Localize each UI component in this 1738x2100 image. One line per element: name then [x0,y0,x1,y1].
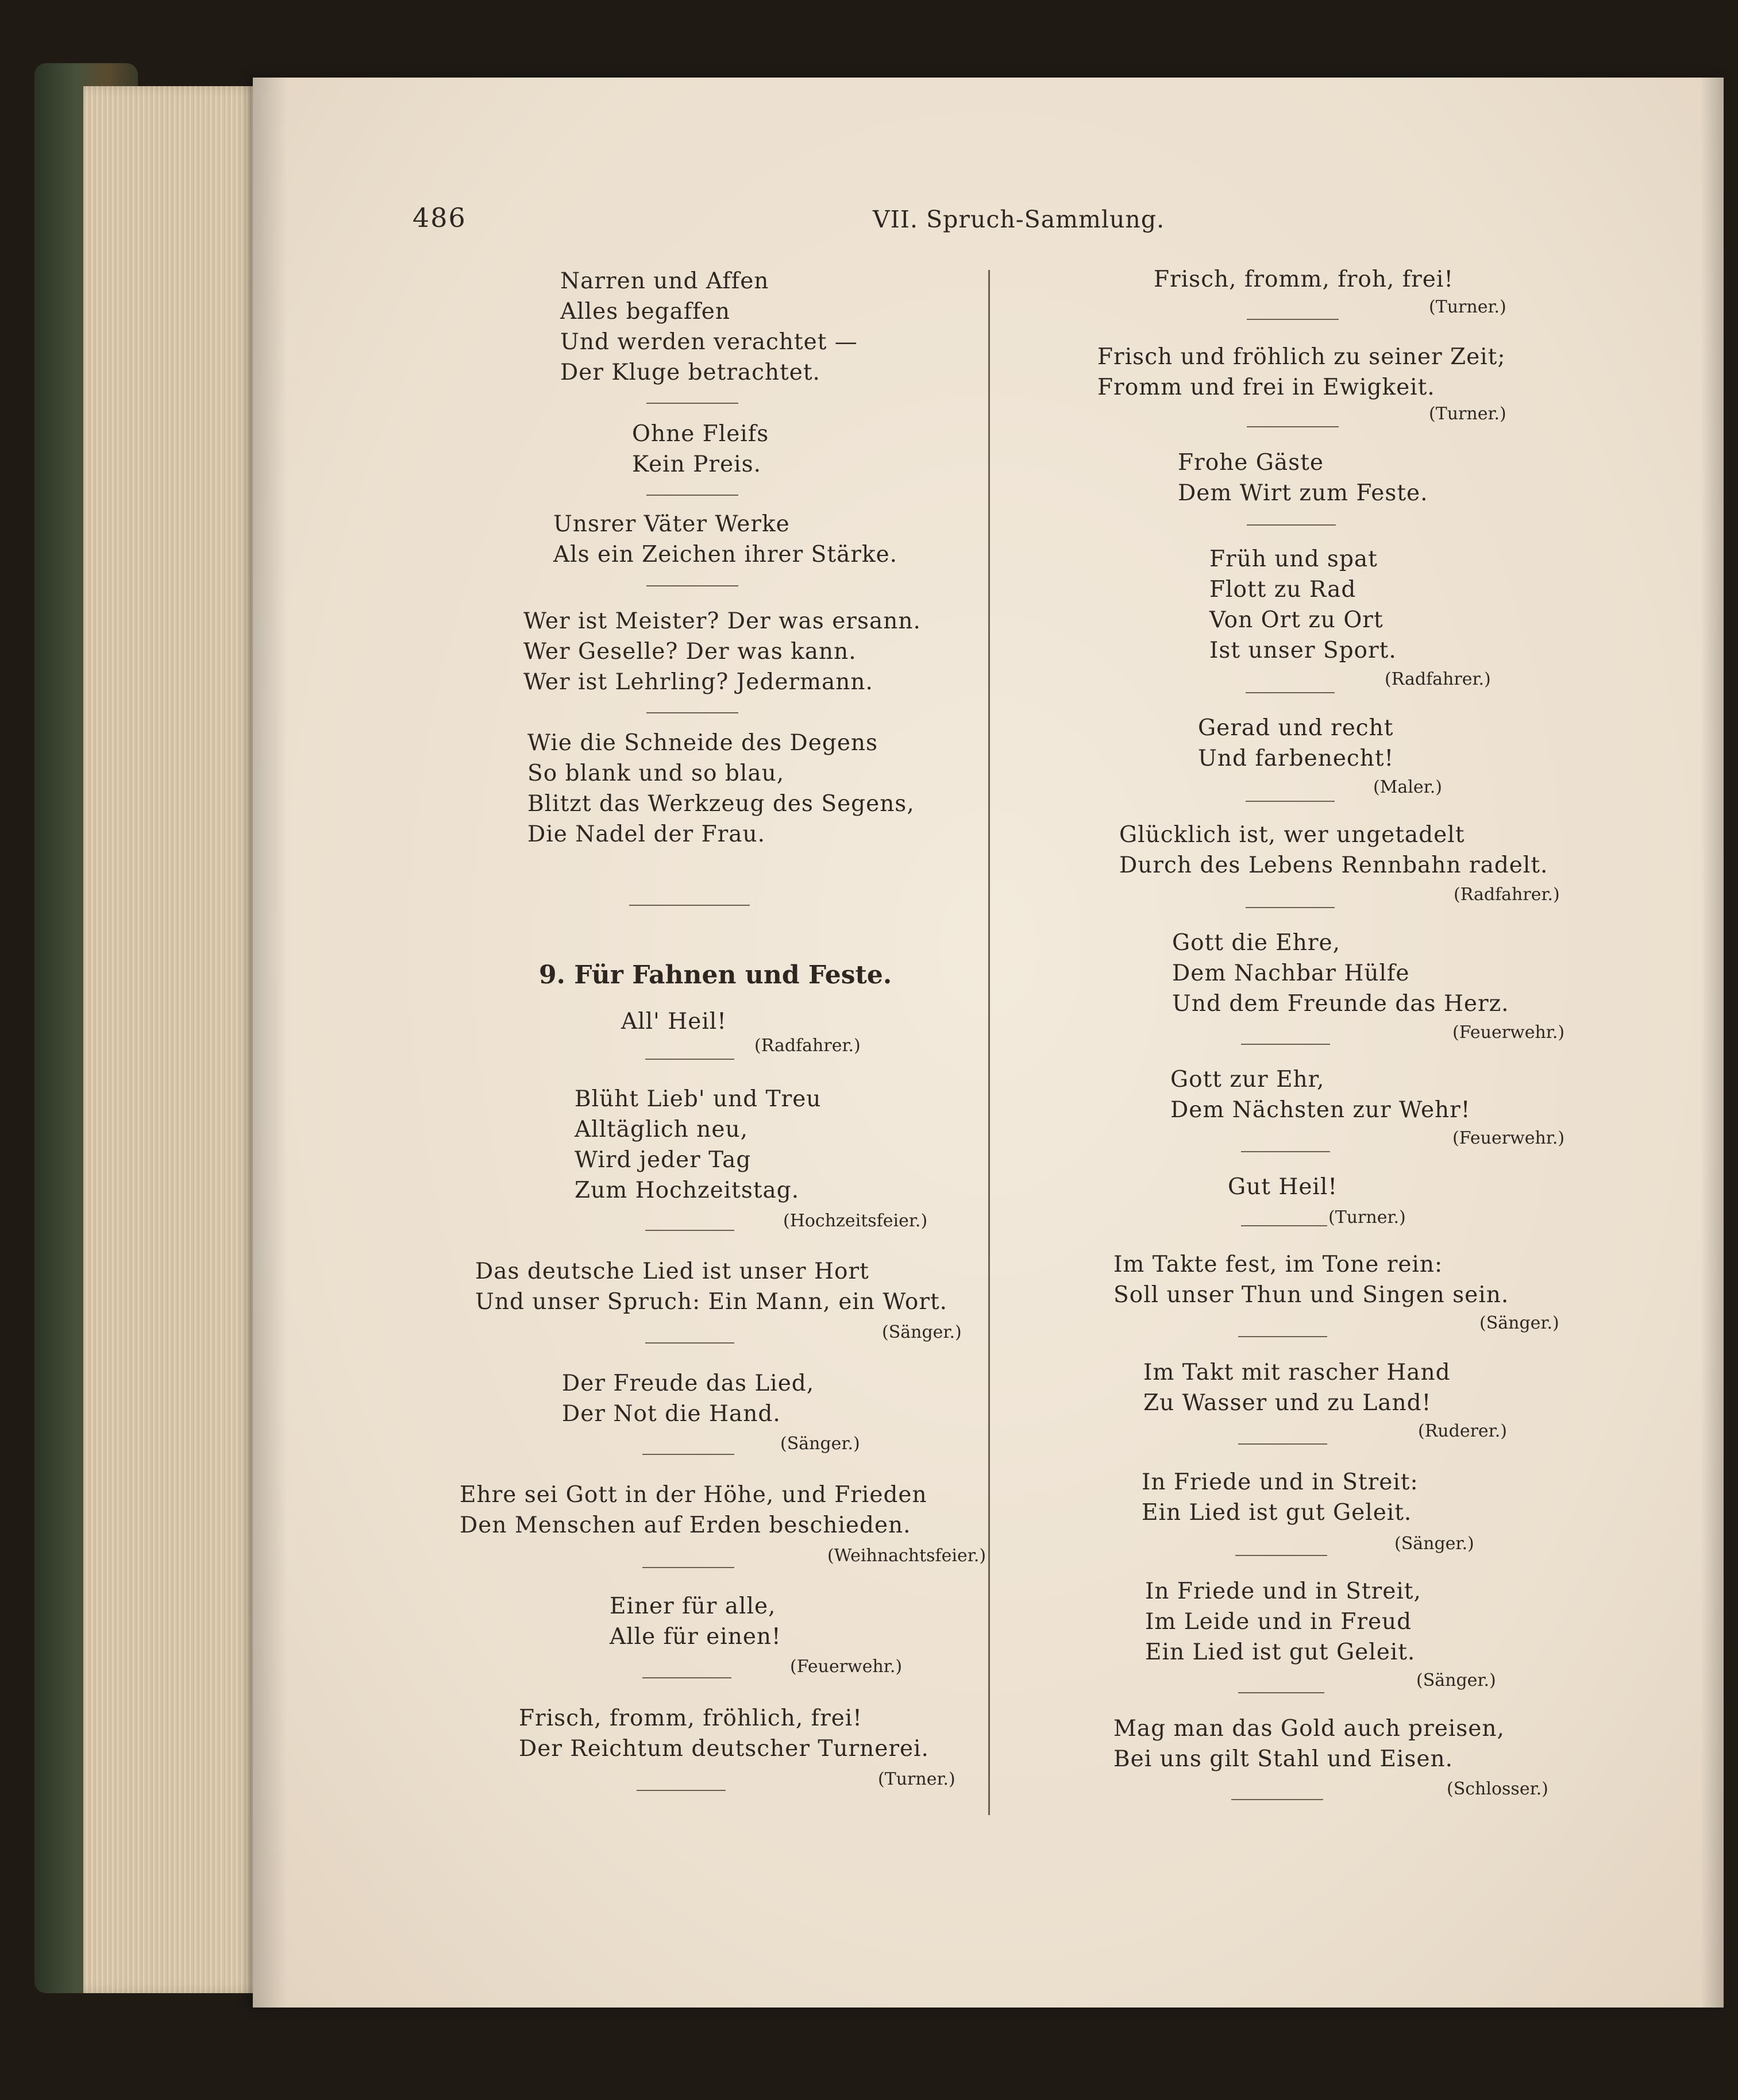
credit: (Schlosser.) [1447,1779,1548,1799]
verse-line: Zu Wasser und zu Land! [1143,1390,1432,1416]
motto-gluecklich [1119,820,1548,881]
separator-rule [1238,1336,1327,1337]
separator-rule [1247,426,1339,427]
verse-line: Dem Nächsten zur Wehr! [1170,1097,1471,1123]
separator-rule [1241,1225,1327,1226]
motto-freude [562,1368,814,1429]
verse-fleiss [632,419,769,480]
separator-rule [645,1059,734,1060]
verse-line: Der Reichtum deutscher Turnerei. [519,1736,929,1762]
separator-rule [646,585,738,586]
motto-takte-fest [1113,1249,1509,1310]
separator-rule [1231,1799,1323,1800]
credit: (Feuerwehr.) [1452,1128,1565,1148]
gutter-shadow [253,78,287,2008]
verse-line: Der Kluge betrachtet. [560,360,820,385]
verse-line: Glücklich ist, wer ungetadelt [1119,822,1465,848]
verse-line: Der Freude das Lied, [562,1371,815,1396]
verse-line: Mag man das Gold auch preisen, [1113,1716,1505,1742]
motto-gut-heil [1228,1172,1338,1202]
separator-rule [645,1342,734,1344]
credit: (Ruderer.) [1418,1421,1507,1441]
verse-line: Wie die Schneide des Degens [527,730,878,756]
motto-gott-zur-ehr [1170,1064,1470,1125]
motto-frohe-gaeste [1178,447,1428,508]
motto-frisch-frei [1154,264,1454,295]
separator-rule [1241,1044,1330,1045]
verse-line: Blüht Lieb' und Treu [575,1086,822,1112]
verse-line: Ohne Fleifs [632,421,769,447]
verse-line: Dem Nachbar Hülfe [1172,960,1410,986]
verse-line: Zum Hochzeitstag. [575,1178,800,1203]
verse-degen [527,728,915,850]
credit: (Sänger.) [780,1434,860,1454]
motto-friede-streit [1142,1467,1419,1528]
verse-narren [560,266,858,388]
verse-line: Im Takt mit rascher Hand [1143,1360,1451,1385]
column-divider [988,270,990,1815]
separator-rule [646,495,738,496]
verse-line: Frisch und fröhlich zu seiner Zeit; [1097,344,1506,370]
verse-line: Alles begaffen [560,299,730,325]
credit: (Maler.) [1373,777,1442,797]
motto-frisch-zeit [1097,342,1505,403]
verse-line: Bei uns gilt Stahl und Eisen. [1113,1746,1454,1772]
verse-line: Der Not die Hand. [562,1401,781,1427]
verse-line: Von Ort zu Ort [1209,607,1384,633]
verse-line: Narren und Affen [560,268,769,294]
credit: (Sänger.) [882,1322,962,1342]
separator-rule [645,1230,734,1231]
verse-line: Als ein Zeichen ihrer Stärke. [553,542,898,568]
credit: (Sänger.) [1416,1670,1496,1690]
separator-rule [1247,319,1339,320]
separator-rule [637,1790,726,1791]
verse-meister [523,606,921,697]
separator-rule [642,1677,731,1678]
verse-line: Ein Lied ist gut Geleit. [1142,1500,1412,1526]
verse-line: Durch des Lebens Rennbahn radelt. [1119,852,1548,878]
verse-line: Das deutsche Lied ist unser Hort [475,1259,869,1284]
verse-line: Den Menschen auf Erden beschieden. [460,1512,911,1538]
separator-rule [642,1567,734,1568]
separator-rule [1246,801,1335,802]
separator-rule [1238,1692,1324,1693]
credit: (Radfahrer.) [1385,669,1491,689]
motto-frueh-spat [1209,544,1397,666]
motto-ehre-gott [460,1480,927,1541]
section-end-rule [629,905,750,906]
separator-rule [1246,907,1335,908]
motto-takt-hand [1143,1357,1451,1418]
verse-line: Wer ist Meister? Der was ersann. [523,608,921,634]
verse-line: Und unser Spruch: Ein Mann, ein Wort. [475,1289,948,1315]
motto-einer-fuer-alle [610,1591,781,1652]
verse-line: Frisch, fromm, fröhlich, frei! [519,1705,862,1731]
separator-rule [1235,1555,1327,1556]
motto-gott-ehre [1172,928,1509,1019]
motto-friede-freud [1145,1576,1421,1667]
separator-rule [1241,1151,1330,1152]
verse-line: Im Leide und in Freud [1145,1609,1412,1635]
verse-line: Gut Heil! [1228,1174,1338,1200]
right-edge-shadow [1701,78,1724,2008]
verse-line: Fromm und frei in Ewigkeit. [1097,375,1435,400]
motto-gold-eisen [1113,1713,1505,1774]
credit: (Weihnachtsfeier.) [827,1546,986,1566]
verse-line: Wer Geselle? Der was kann. [523,639,857,665]
motto-turnerei [519,1703,929,1764]
verse-line: Ein Lied ist gut Geleit. [1145,1639,1416,1665]
separator-rule [646,712,738,713]
verse-line: Und dem Freunde das Herz. [1172,991,1509,1017]
credit: (Hochzeitsfeier.) [783,1211,928,1231]
verse-line: Die Nadel der Frau. [527,821,766,847]
verse-line: Dem Wirt zum Feste. [1178,480,1428,506]
separator-rule [1238,1443,1327,1445]
verse-line: Alltäglich neu, [575,1117,749,1142]
verse-line: Frohe Gäste [1178,450,1324,476]
verse-line: Soll unser Thun und Singen sein. [1113,1282,1509,1308]
verse-line: So blank und so blau, [527,761,785,786]
verse-line: Flott zu Rad [1209,577,1357,603]
verse-line: Ehre sei Gott in der Höhe, und Frieden [460,1482,927,1508]
credit: (Radfahrer.) [1454,885,1560,905]
verse-line: Früh und spat [1209,546,1378,572]
credit: (Feuerwehr.) [1452,1022,1565,1043]
credit: (Feuerwehr.) [790,1657,903,1677]
verse-line: All' Heil! [621,1009,727,1034]
separator-rule [1246,692,1335,693]
verse-line: In Friede und in Streit, [1145,1578,1421,1604]
verse-line: In Friede und in Streit: [1142,1469,1419,1495]
verse-line: Wird jeder Tag [575,1147,752,1173]
verse-line: Gerad und recht [1198,715,1394,741]
credit: (Radfahrer.) [754,1036,861,1056]
verse-line: Frisch, fromm, froh, frei! [1154,267,1454,292]
verse-line: Unsrer Väter Werke [553,511,790,537]
verse-line: Gott zur Ehr, [1170,1067,1325,1093]
verse-line: Kein Preis. [632,451,762,477]
credit: (Turner.) [1429,404,1506,424]
section-heading: 9. Für Fahnen und Feste. [539,960,892,990]
credit: (Turner.) [1328,1207,1406,1227]
motto-all-heil [621,1006,727,1037]
verse-line: Und werden verachtet — [560,329,858,355]
credit: (Turner.) [878,1769,955,1789]
page-number: 486 [413,202,467,233]
verse-line: Blitzt das Werkzeug des Segens, [527,791,915,817]
running-title: VII. Spruch-Sammlung. [873,206,1165,233]
verse-line: Im Takte fest, im Tone rein: [1113,1252,1443,1277]
credit: (Turner.) [1429,297,1506,317]
verse-line: Wer ist Lehrling? Jedermann. [523,669,873,695]
credit: (Sänger.) [1479,1313,1559,1333]
verse-vaeter [553,509,897,570]
verse-line: Einer für alle, [610,1593,776,1619]
verse-line: Ist unser Sport. [1209,638,1397,663]
page-edges [83,86,261,1993]
credit: (Sänger.) [1394,1534,1474,1554]
verse-line: Und farbenecht! [1198,746,1394,771]
motto-gerad-recht [1198,713,1394,774]
verse-line: Alle für einen! [610,1624,781,1650]
verse-line: Gott die Ehre, [1172,930,1340,956]
separator-rule [646,403,738,404]
motto-hochzeit [575,1084,821,1206]
separator-rule [1247,524,1336,526]
motto-deutsche-lied [475,1256,947,1317]
separator-rule [642,1454,734,1455]
